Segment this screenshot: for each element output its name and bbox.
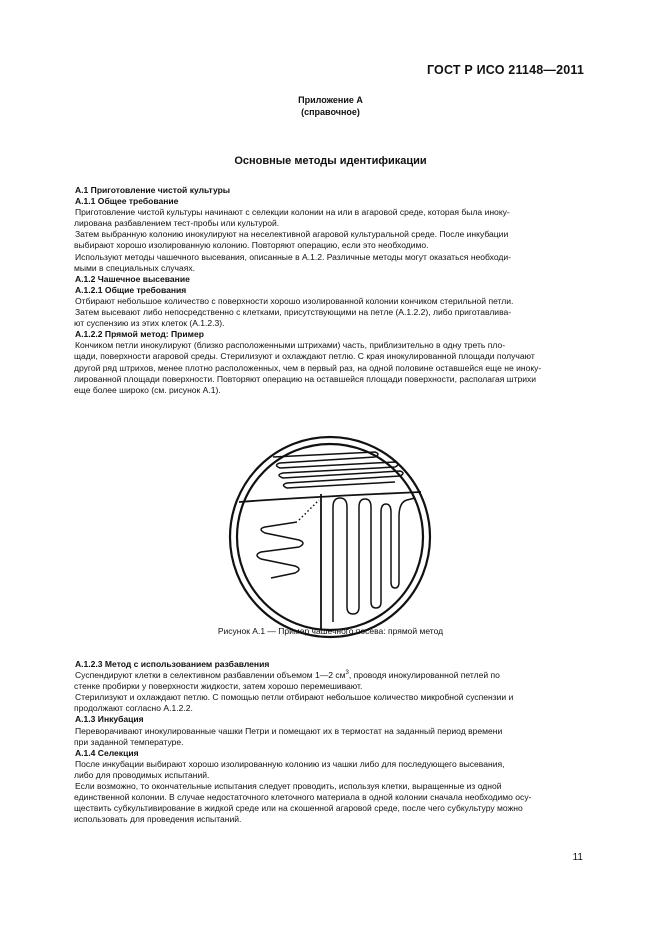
paragraph-line: использовать для проведения испытаний.: [74, 814, 242, 825]
paragraph-line-first: Используют методы чашечного высевания, описанные в А.1.2. Различные методы могут оказаться необходи-: [75, 251, 512, 262]
paragraph-line-first: Затем выбранную колонию инокулируют на неселективной агаровой культуральной среде. После инкубации: [75, 229, 509, 240]
page-number: 11: [572, 852, 583, 863]
paragraph-line: мыми в специальных случаях.: [74, 262, 196, 273]
petri-dish-outer-ring: [230, 437, 430, 637]
sector-divider-horizontal: [239, 492, 421, 502]
paragraph-line-first: Кончиком петли инокулируют (близко расположенными штрихами) часть, приблизительно в одну треть пло-: [75, 340, 506, 351]
petri-dish-illustration: [225, 432, 435, 642]
paragraph-line: единственной колонии. В случае недостаточного клеточного материала в одной колонии сначала необходимо осу-: [74, 792, 532, 803]
paragraph-line-first: Приготовление чистой культуры начинают с селекции колонии на или в агаровой среде, которая была иноку-: [75, 207, 510, 218]
section-heading: А.1.2.1 Общие требования: [75, 284, 187, 295]
appendix-note: (справочное): [301, 107, 360, 117]
streak-left-sector: [257, 522, 303, 578]
paragraph-line-first: Если возможно, то окончательные испытания следует проводить, используя клетки, выращенные из одной: [75, 781, 502, 792]
section-title: Основные методы идентификации: [234, 155, 427, 167]
paragraph-line-first: Стерилизуют и охлаждают петлю. С помощью петли отбирают небольшое количество микробной суспензии и: [75, 692, 514, 703]
paragraph-line: выбирают хорошо изолированную колонию. Повторяют операцию, если это необходимо.: [74, 240, 429, 251]
streak-right-sector: [333, 498, 415, 622]
paragraph-line: еще более широко (см. рисунок А.1).: [74, 384, 221, 395]
document-code: ГОСТ Р ИСО 21148—2011: [426, 63, 584, 77]
paragraph-line: лированной площади поверхности. Повторяют операцию на оставшейся площади поверхности, располагая штрихи: [74, 373, 537, 384]
appendix-label: Приложение А: [298, 95, 363, 105]
paragraph-line: другой ряд штрихов, менее плотно расположенных, чем в первый раз, на одной половине оставшейся еще не иноку-: [74, 362, 542, 373]
superscript: 3: [345, 670, 349, 677]
paragraph-line: ществить субкультивирование в жидкой среде или на скошенной агаровой среде, после чего субкультуру можно: [74, 803, 523, 814]
paragraph-line-first: После инкубации выбирают хорошо изолированную колонию из чашки либо для последующего высевания,: [75, 758, 505, 769]
section-heading: А.1.3 Инкубация: [75, 714, 144, 725]
paragraph-text: Суспендируют клетки в селективном разбавлении объемом 1—2 см: [75, 670, 346, 681]
paragraph-line: стенке пробирки у поверхности жидкости, затем хорошо перемешивают.: [74, 681, 363, 692]
paragraph-text-tail: , проводя инокулированной петлей по: [348, 670, 500, 681]
paragraph-line: лирована разбавлением тест-пробы или культурой.: [74, 218, 280, 229]
streak-dense-top: [273, 452, 403, 488]
section-heading: А.1.1 Общее требование: [75, 196, 179, 207]
section-heading: А.1.2.3 Метод с использованием разбавления: [75, 659, 270, 669]
text-block-upper: [75, 185, 585, 396]
paragraph-line: либо для проводимых испытаний.: [74, 769, 210, 780]
section-heading: А.1.4 Селекция: [75, 747, 139, 758]
paragraph-line-first: Отбирают небольшое количество с поверхности хорошо изолированной колонии кончиком стерильной петли.: [75, 295, 514, 306]
paragraph-line: продолжают согласно А.1.2.2.: [74, 703, 193, 714]
paragraph-line: при заданной температуре.: [74, 736, 184, 747]
section-heading: А.1.2 Чашечное высевание: [75, 273, 190, 284]
section-heading: А.1 Приготовление чистой культуры: [75, 185, 231, 195]
section-heading: А.1.2.2 Прямой метод: Пример: [75, 329, 204, 340]
paragraph-line: щади, поверхности агаровой среды. Стерилизуют и охлаждают петлю. С края инокулированной площади получают: [74, 351, 535, 362]
paragraph-line: ют суспензию из этих клеток (А.1.2.3).: [74, 318, 225, 329]
paragraph-line-first: Переворачивают инокулированные чашки Петри и помещают их в термостат на заданный период времени: [75, 725, 503, 736]
figure-caption: Рисунок А.1 — Пример чашечного посева: прямой метод: [217, 626, 444, 636]
streak-connector-dotted: [299, 500, 319, 520]
text-block-lower: [75, 659, 585, 825]
petri-dish-figure: [225, 432, 435, 642]
paragraph-line-first: Затем высевают либо непосредственно с клетками, присутствующими на петле (А.1.2.2), либо приготавлива-: [75, 307, 512, 318]
paragraph-line-first: [75, 670, 585, 681]
